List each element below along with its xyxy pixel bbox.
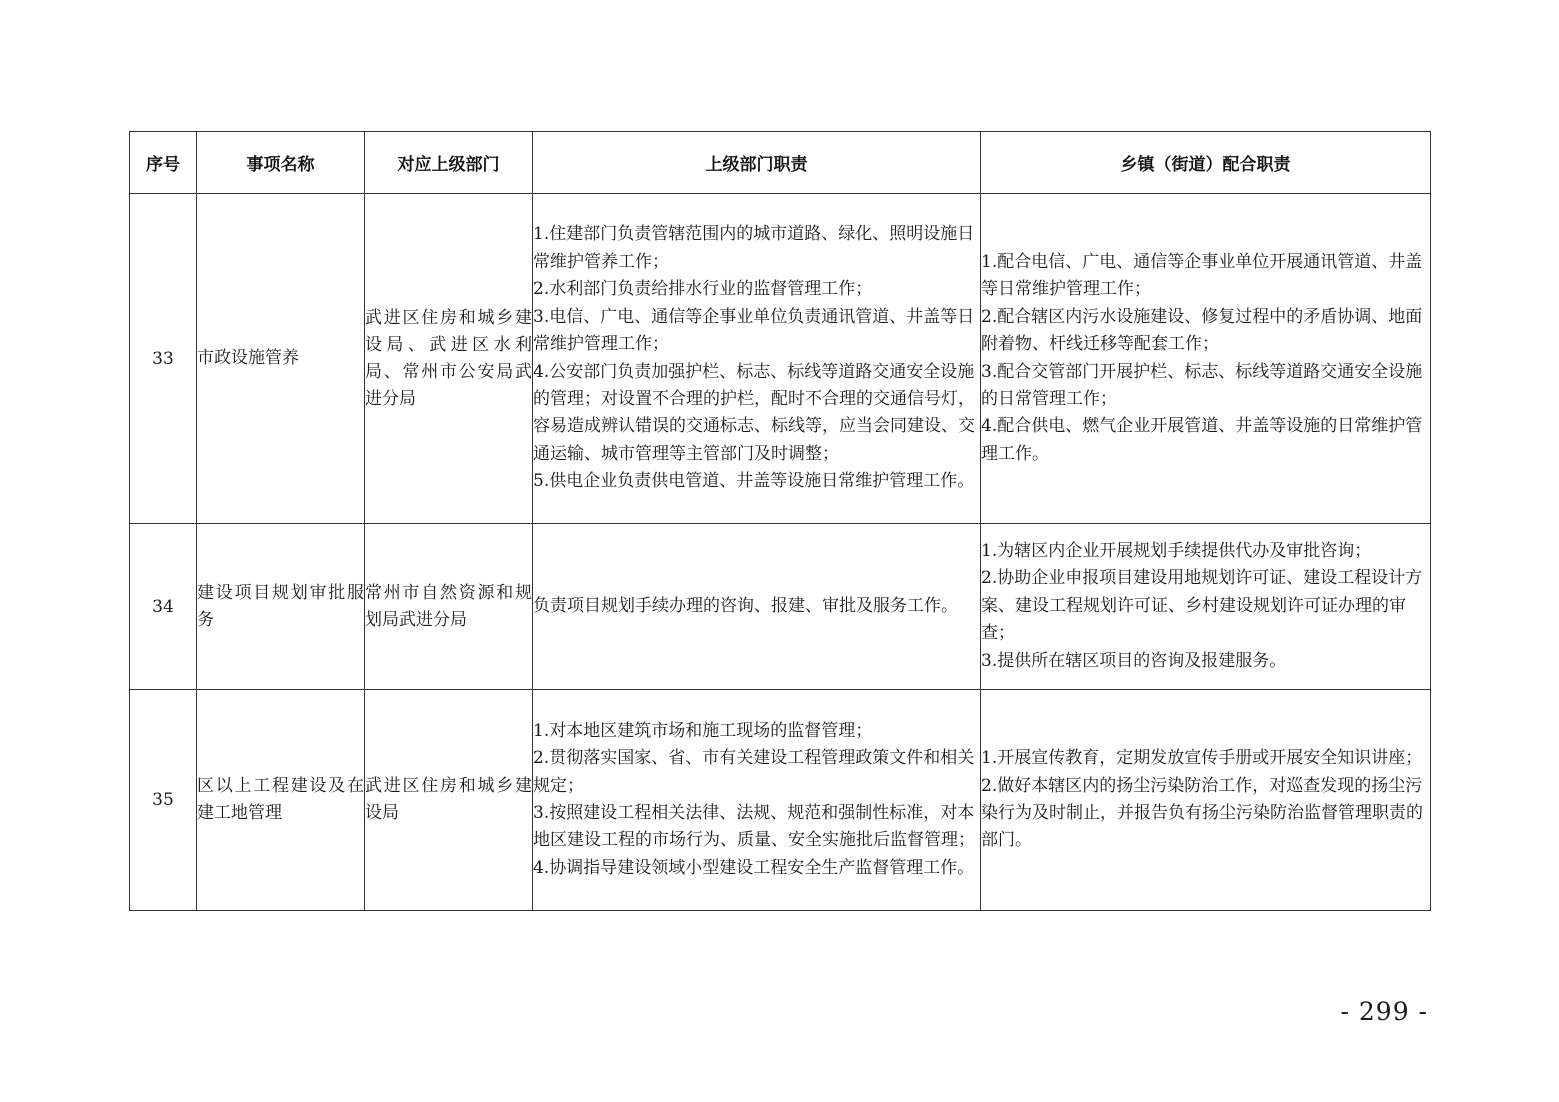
header-no: 序号	[130, 132, 197, 194]
duty-line: 负责项目规划手续办理的咨询、报建、审批及服务工作。	[533, 595, 958, 616]
upper-duties	[533, 194, 981, 524]
item-name: 建设项目规划审批服务	[197, 524, 365, 690]
duty-line: 2.做好本辖区内的扬尘污染防治工作，对巡查发现的扬尘污染行为及时制止，并报告负有扬尘污染防治监督管理职责的部门。	[981, 775, 1423, 851]
upper-department: 常州市自然资源和规划局武进分局	[365, 524, 533, 690]
duty-line: 1.配合电信、广电、通信等企事业单位开展通讯管道、井盖等日常维护管理工作；	[981, 251, 1423, 300]
header-upper-duties: 上级部门职责	[533, 132, 981, 194]
local-duties	[981, 690, 1431, 911]
duty-line: 1.对本地区建筑市场和施工现场的监督管理；	[533, 720, 873, 741]
duty-line: 5.供电企业负责供电管道、井盖等设施日常维护管理工作。	[533, 471, 975, 492]
header-row	[130, 132, 1431, 194]
page-number: - 299 -	[1340, 997, 1428, 1026]
row-number: 33	[130, 194, 197, 524]
duty-line: 1.为辖区内企业开展规划手续提供代办及审批咨询；	[981, 540, 1372, 561]
table-row	[130, 194, 1431, 524]
duty-line: 3.配合交管部门开展护栏、标志、标线等道路交通安全设施的日常管理工作；	[981, 361, 1423, 409]
item-name: 区以上工程建设及在建工地管理	[197, 690, 365, 911]
upper-duties	[533, 524, 981, 690]
header-upper-dept: 对应上级部门	[365, 132, 533, 194]
header-item-name: 事项名称	[197, 132, 365, 194]
duty-line: 3.提供所在辖区项目的咨询及报建服务。	[981, 650, 1287, 671]
upper-department: 武进区住房和城乡建设局	[365, 690, 533, 911]
duty-line: 2.协助企业申报项目建设用地规划许可证、建设工程设计方案、建设工程规划许可证、乡村建设规划许可证办理的审查；	[981, 568, 1423, 644]
header-local-duties: 乡镇（街道）配合职责	[981, 132, 1431, 194]
responsibility-table	[129, 131, 1431, 911]
upper-duties	[533, 690, 981, 911]
local-duties	[981, 524, 1431, 690]
duty-line: 1.开展宣传教育，定期发放宣传手册或开展安全知识讲座；	[981, 748, 1423, 769]
table-row	[130, 690, 1431, 911]
upper-department: 武进区住房和城乡建设局、武进区水利局、常州市公安局武进分局	[365, 194, 533, 524]
row-number: 34	[130, 524, 197, 690]
duty-line: 3.电信、广电、通信等企事业单位负责通讯管道、井盖等日常维护管理工作；	[533, 306, 975, 355]
duty-line: 4.配合供电、燃气企业开展管道、井盖等设施的日常维护管理工作。	[981, 416, 1423, 464]
duty-line: 4.协调指导建设领域小型建设工程安全生产监督管理工作。	[533, 857, 975, 878]
duty-line: 2.水利部门负责给排水行业的监督管理工作；	[533, 279, 873, 300]
item-name: 市政设施管养	[197, 194, 365, 524]
duty-line: 2.配合辖区内污水设施建设、修复过程中的矛盾协调、地面附着物、杆线迁移等配套工作；	[981, 306, 1423, 355]
duty-line: 4.公安部门负责加强护栏、标志、标线等道路交通安全设施的管理；对设置不合理的护栏，配时不合理的交通信号灯，容易造成辨认错误的交通标志、标线等，应当会同建设、交通运输、城市管理等主管部门及时调整；	[533, 361, 975, 464]
row-number: 35	[130, 690, 197, 911]
duty-line: 2.贯彻落实国家、省、市有关建设工程管理政策文件和相关规定；	[533, 748, 975, 796]
local-duties	[981, 194, 1431, 524]
table-row	[130, 524, 1431, 690]
duty-line: 3.按照建设工程相关法律、法规、规范和强制性标准，对本地区建设工程的市场行为、质量、安全实施批后监督管理；	[533, 803, 975, 851]
duty-line: 1.住建部门负责管辖范围内的城市道路、绿化、照明设施日常维护管养工作；	[533, 224, 975, 272]
